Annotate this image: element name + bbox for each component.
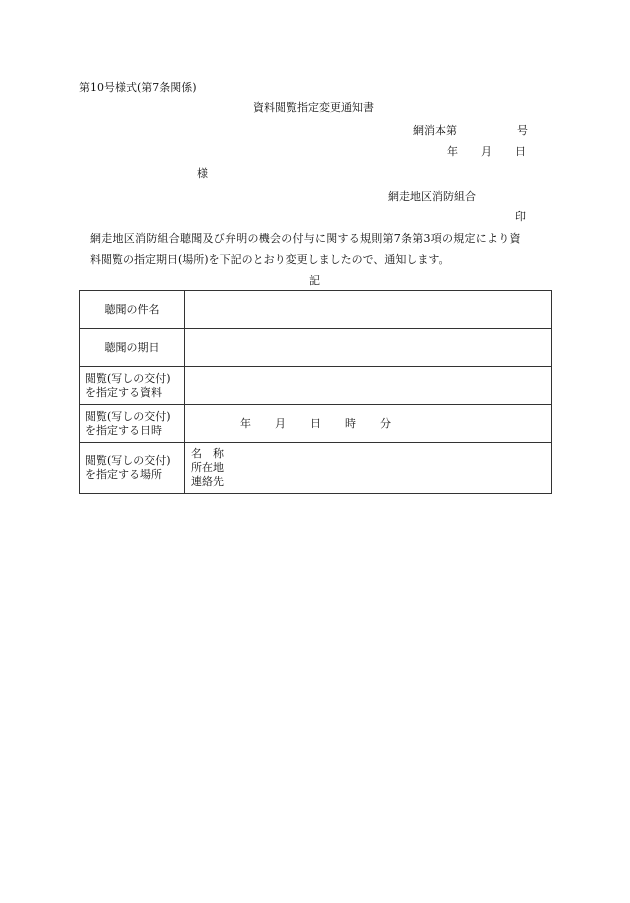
place-address-label: 所在地: [191, 461, 224, 474]
date-year: 年: [447, 145, 458, 158]
designated-datetime-label-line-2: を指定する日時: [85, 423, 162, 437]
table-row: [80, 329, 552, 367]
ki-heading: 記: [309, 274, 320, 287]
place-name-label: 名 称: [191, 447, 224, 460]
table-row: [80, 367, 552, 405]
form-number: 第10号様式(第7条関係): [79, 81, 197, 94]
datetime-day: 日: [310, 416, 321, 430]
issuer-name: 網走地区消防組合: [388, 190, 476, 203]
designated-place-field[interactable]: [185, 443, 552, 494]
datetime-minute: 分: [380, 416, 391, 430]
designated-datetime-label-line-1: 閲覧(写しの交付): [85, 409, 171, 423]
document-number-suffix: 号: [517, 124, 528, 137]
body-line-2: 料閲覧の指定期日(場所)を下記のとおり変更しましたので、通知します。: [90, 253, 450, 266]
date-day: 日: [515, 145, 526, 158]
document-number-prefix: 網消本第: [413, 124, 457, 137]
hearing-subject-field[interactable]: [185, 291, 552, 329]
designated-datetime-field[interactable]: [185, 405, 552, 443]
document-title: 資料閲覧指定変更通知書: [253, 101, 374, 114]
body-paragraph: [79, 228, 553, 270]
hearing-date-label: 聴聞の期日: [80, 329, 185, 367]
hearing-subject-label: 聴聞の件名: [80, 291, 185, 329]
designated-place-label-line-1: 閲覧(写しの交付): [85, 454, 171, 467]
addressee-suffix: 様: [197, 167, 208, 180]
datetime-hour: 時: [345, 416, 356, 430]
designated-material-label-line-1: 閲覧(写しの交付): [85, 371, 171, 385]
designated-material-label: [80, 367, 185, 405]
hearing-date-field[interactable]: [185, 329, 552, 367]
table-row: [80, 405, 552, 443]
table-row: [80, 291, 552, 329]
designated-place-label-line-2: を指定する場所: [85, 468, 162, 481]
body-line-1: 網走地区消防組合聴聞及び弁明の機会の付与に関する規則第7条第3項の規定により資: [90, 232, 521, 245]
datetime-month: 月: [275, 416, 286, 430]
designated-datetime-label: [80, 405, 185, 443]
form-table: [79, 290, 552, 494]
table-row: [80, 443, 552, 494]
datetime-year: 年: [240, 416, 251, 430]
place-contact-label: 連絡先: [191, 475, 224, 488]
issue-date: [447, 146, 526, 157]
seal-mark: 印: [515, 210, 526, 223]
document-number: [413, 125, 528, 136]
designated-material-label-line-2: を指定する資料: [85, 385, 162, 399]
date-month: 月: [481, 145, 492, 158]
designated-material-field[interactable]: [185, 367, 552, 405]
designated-place-label: [80, 443, 185, 494]
